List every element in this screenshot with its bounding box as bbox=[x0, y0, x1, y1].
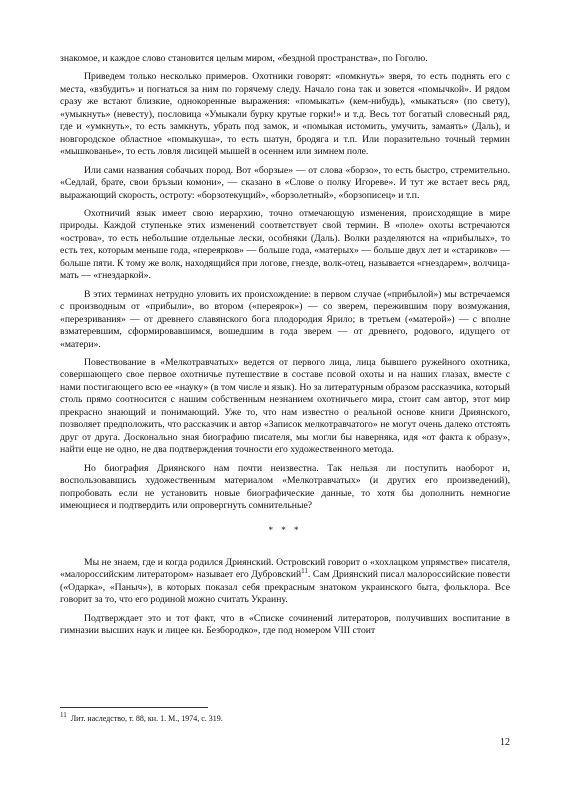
birthplace-text: Мы не знаем, где и когда родился Дриянский. Островский говорит о «хохлацком упрямстве» писателя, «малороссийским литератором» называет его Дубровский bbox=[60, 556, 510, 581]
footnote-text: Лит. наследство, т. 88, кн. 1. М., 1974, с. 319. bbox=[70, 714, 223, 723]
paragraph-birthplace: Мы не знаем, где и когда родился Дриянский. Островский говорит о «хохлацком упрямстве» писателя, «малороссийским литератором» называет его Дубровский$^{11}$. Сам Дриянский писал малороссийские повести («Одарка», «Паныч»), в которых показал себя прекрасным знатоком украинского быта, фольклора. Все говорит за то, что его родиной можно считать Украину. bbox=[60, 556, 511, 606]
section-separator: * * * bbox=[268, 525, 302, 536]
body-text bbox=[60, 53, 510, 644]
paragraph-biography: Но биография Дриянского нам почти неизвестна. Так нельзя ли поступить наоборот и, воспользовавшись художественным материалом «Мелкотравчатых» (и других его произведений), попробовать если не установить новые биографические данные, то хотя бы дополнить немногие имеющиеся и подтвердить или опровергнуть сомнительные? bbox=[60, 462, 510, 511]
footnote-divider bbox=[60, 707, 208, 708]
footnote-number: 11 bbox=[60, 711, 67, 720]
paragraph-continuation: знакомое, и каждое слово становится целым миром, «бездной пространства», по Гоголю. bbox=[60, 53, 428, 64]
page-number: 12 bbox=[500, 737, 510, 748]
birthplace-text-cont: Сам Дриянский писал малороссийские повести («Одарка», «Паныч»), в которых показал себя прекрасным знатоком украинского быта, фольклора. Все говорит за то, что его родиной можно считать Украину. bbox=[60, 569, 511, 606]
paragraph-hunting-terms: Приведем только несколько примеров. Охотники говорят: «помкнуть» зверя, то есть поднять его с места, «взбудить» и погнаться за ним по горячему следу. Начало гона так и зовется «помычкой». И рядом сразу же встают близкие, однокоренные выражения: «помыкать» (кем-нибудь), «мыкаться» (по свету), «умыкнуть» (невесту), пословица «Умыкали бурку крутые горки!» и т.д. Весь тот богатый словесный ряд, где и «умкнуть», то есть замкнуть, убрать под замок, и «помыкая истомить, умучить, замаять» (Даль), и новгородское областное «помыкуша», то есть шатун, бродяга и т.п. Или поразительно точный термин «мышкованье», то есть ловля лисицей мышей в осеннем или зимнем поле. bbox=[60, 71, 510, 158]
paragraph-hierarchy: Охотничий язык имеет свою иерархию, точно отмечающую изменения, происходящие в мире природы. Каждой ступеньке этих изменений соответствует свой термин. В «поле» охоты встречаются «острова», то есть небольшие отдельные лески, особняки (Даль). Волки разделяются на «прибылых», то есть тех, которым меньше года, «переярков» — больше года, «матерых» — больше двух лет и «стариков» — больше пяти. К тому же волк, находящийся при логове, гнезде, волк-отец, называется «гнездарем», волчица-мать — «гнездаркой». bbox=[60, 207, 510, 282]
footnote bbox=[60, 711, 510, 724]
footnote-reference[interactable]: 11 bbox=[301, 567, 308, 576]
paragraph-origins: В этих терминах нетрудно уловить их происхождение: в первом случае («прибылой») мы встречаемся с производным от «прибыли», во втором («переярок») — со зверем, пережившим пору возмужания, «перезривания» — от древнего славянского бога плодородия Ярило; в третьем («матерой») — с вполне взматеревшим, сформировавшимся, вошедшим в года зверем — от древнего, родового, идущего от «матери». bbox=[60, 288, 510, 350]
paragraph-narration: Повествование в «Мелкотравчатых» ведется от первого лица, лица бывшего ружейного охотника, совершающего свое первое охотничье путешествие в составе псовой охоты и на наших глазах, вместе с нами постигающего всю ее «науку» (в том числе и язык). Но за литературным образом рассказчика, который столь прямо соотносится с нашим собственным незнанием охотничьего мира, стоит сам автор, этот мир прекрасно знающий и понимающий. Уже то, что нам известно о реальной основе книги Дриянского, позволяет предположить, что рассказчик и автор «Записок мелкотравчатого» не могут очень далеко отстоять друг от друга. Досконально зная биографию писателя, мы могли бы наверняка, идя «от факта к образу», найти еще не одно, не два подтверждения точности его художественного метода. bbox=[60, 356, 510, 456]
paragraph-dog-breeds: Или сами названия собачьих пород. Вот «борзые» — от слова «борзо», то есть быстро, стремительно. «Седлай, брате, свои бръзыи комони», — сказано в «Слове о полку Игореве». И тут же встает весь ряд, выражающий скорость, остроту: «борзотекущий», «борзолетный», «борзописец» и т.п. bbox=[60, 164, 510, 201]
paragraph-confirmation: Подтверждает это и тот факт, что в «Списке сочинений литераторов, получивших воспитание в гимназии высших наук и лицее кн. Безбородко», где под номером VIII стоит bbox=[60, 612, 510, 637]
